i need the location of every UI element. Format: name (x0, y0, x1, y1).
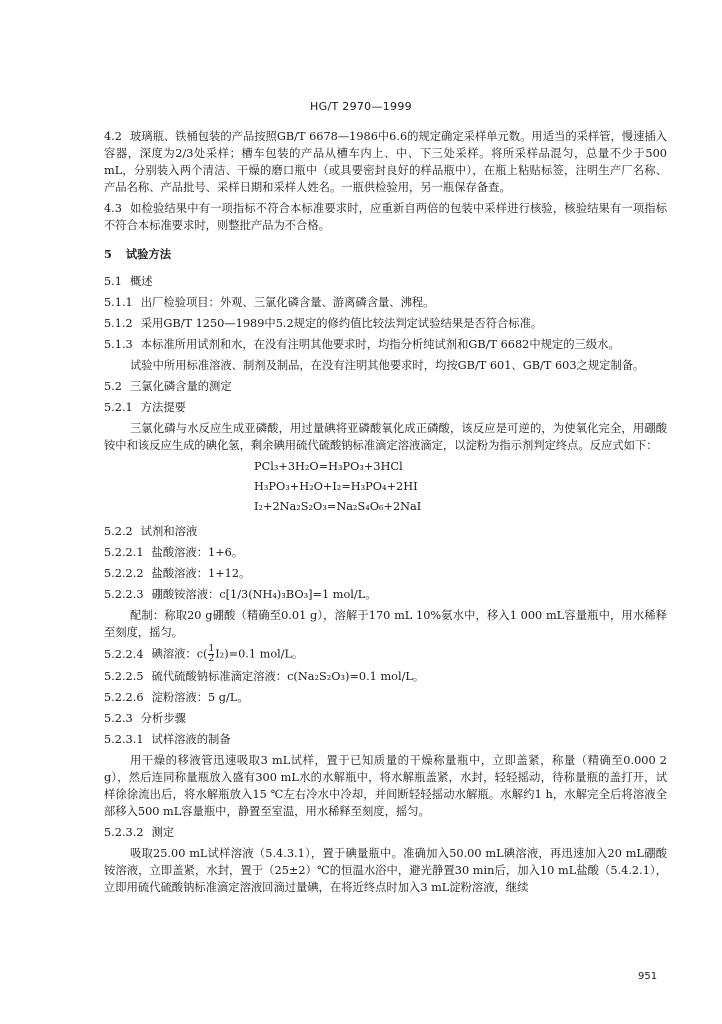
section-5-heading: 5 试验方法 (104, 247, 172, 261)
clause-text: 如检验结果中有一项指标不符合本标准要求时，应重新自两倍的包装中采样进行核验，核验结果有一项指标不符合本标准要求时，则整批产品为不合格。 (104, 202, 667, 232)
equation-2: H₃PO₃+H₂O+I₂=H₃PO₄+2HI (254, 480, 418, 493)
clause-5-2-3-2: 5.2.3.2 测定 (104, 826, 175, 839)
clause-5-2-1: 5.2.1 方法提要 (104, 401, 186, 414)
clause-number: 4.3 (104, 202, 122, 215)
paragraph-sample-preparation: 用干燥的移液管迅速吸取3 mL试样，置于已知质量的干燥称量瓶中，立即盖紧，称量（精确至0.000 2 g），然后连同称量瓶放入盛有300 mL水的水解瓶中，将水解瓶盖紧，水封，轻轻摇动，待称量瓶的盖打开，试样徐徐流出后，将水解瓶放入15 ℃左右冷水中冷却，并间断轻轻摇动水解瓶。水解约1 h，水解完全后将溶液全部移入500 mL容量瓶中，静置至室温，用水稀释至刻度，摇匀。 (104, 754, 667, 818)
clause-5-1-2: 5.1.2 采用GB/T 1250—1989中5.2规定的修约值比较法判定试验结果是否符合标准。 (104, 317, 543, 330)
clause-number: 4.2 (104, 130, 122, 143)
clause-5-2-2-3: 5.2.2.3 硼酸铵溶液：c[1/3(NH₄)₃BO₃]=1 mol/L。 (104, 588, 377, 601)
page-header: HG/T 2970—1999 (310, 100, 412, 113)
clause-5-1-3: 5.1.3 本标准所用试剂和水，在没有注明其他要求时，均指分析纯试剂和GB/T 6682中规定的三级水。 (104, 338, 620, 351)
clause-5-2: 5.2 三氯化磷含量的测定 (104, 380, 232, 393)
equation-3: I₂+2Na₂S₂O₃=Na₂S₄O₆+2NaI (254, 500, 422, 513)
clause-5-2-2-4: 5.2.2.4 碘溶液：c( $\frac{1}{2}$ I₂)=0.1 mol/L。 (104, 644, 304, 664)
clause-5-2-3-1: 5.2.3.1 试样溶液的制备 (104, 733, 231, 746)
document-body (104, 128, 667, 900)
clause-text: 玻璃瓶、铁桶包装的产品按照GB/T 6678—1986中6.6的规定确定采样单元数。用适当的采样管，慢速插入容器，深度为2/3处采样；槽车包装的产品从槽车内上、中、下三处采样。将所采样品混匀，总量不少于500 mL，分别装入两个清洁、干燥的磨口瓶中（或具要密封良好的样品瓶中），在瓶上粘贴标签，注明生产厂名称、产品名称、产品批号、采样日期和采样人姓名。一瓶供检验用，另一瓶保存备查。 (104, 130, 667, 194)
clause-5-2-2-6: 5.2.2.6 淀粉溶液：5 g/L。 (104, 691, 249, 704)
equation-1: PCl₃+3H₂O=H₃PO₃+3HCl (254, 460, 403, 473)
clause-5-2-2: 5.2.2 试剂和溶液 (104, 525, 198, 538)
clause-4-3 (104, 200, 667, 234)
page-number: 951 (638, 971, 658, 982)
reaction-equations (104, 458, 667, 515)
clause-5-1: 5.1 概述 (104, 275, 153, 288)
paragraph-method-principle: 三氯化磷与水反应生成亚磷酸，用过量碘将亚磷酸氧化成正磷酸，该反应是可逆的，为使氧化完全，用硼酸铵中和该反应生成的碘化氢，剩余碘用硫代硫酸钠标准滴定溶液滴定，以淀粉为指示剂判定终点。反应式如下： (104, 422, 667, 452)
clause-4-2 (104, 128, 667, 196)
paragraph-determination: 吸取25.00 mL试样溶液（5.4.3.1），置于碘量瓶中。准确加入50.00 mL碘溶液，再迅速加入20 mL硼酸铵溶液，立即盖紧，水封，置于（25±2）℃的恒温水浴中，避光静置30 min后，加入10 mL盐酸（5.4.2.1），立即用硫代硫酸钠标准滴定溶液回滴过量碘，在将近终点时加入3 mL淀粉溶液，继续 (104, 847, 667, 894)
paragraph-standard-solutions: 试验中所用标准溶液、制剂及制品，在没有注明其他要求时，均按GB/T 601、GB/T 603之规定制备。 (130, 359, 645, 372)
clause-5-1-1: 5.1.1 出厂检验项目：外观、三氯化磷含量、游离磷含量、沸程。 (104, 296, 435, 309)
clause-5-2-2-5: 5.2.2.5 硫代硫酸钠标准滴定溶液：c(Na₂S₂O₃)=0.1 mol/L。 (104, 670, 425, 683)
clause-5-2-3: 5.2.3 分析步骤 (104, 712, 186, 725)
paragraph-preparation: 配制：称取20 g硼酸（精确至0.01 g），溶解于170 mL 10%氨水中，移入1 000 mL容量瓶中，用水稀释至刻度，摇匀。 (104, 609, 667, 639)
clause-5-2-2-1: 5.2.2.1 盐酸溶液：1+6。 (104, 546, 244, 559)
clause-5-2-2-2: 5.2.2.2 盐酸溶液：1+12。 (104, 567, 251, 580)
fraction: $\frac{1}{2}$ (208, 644, 215, 664)
